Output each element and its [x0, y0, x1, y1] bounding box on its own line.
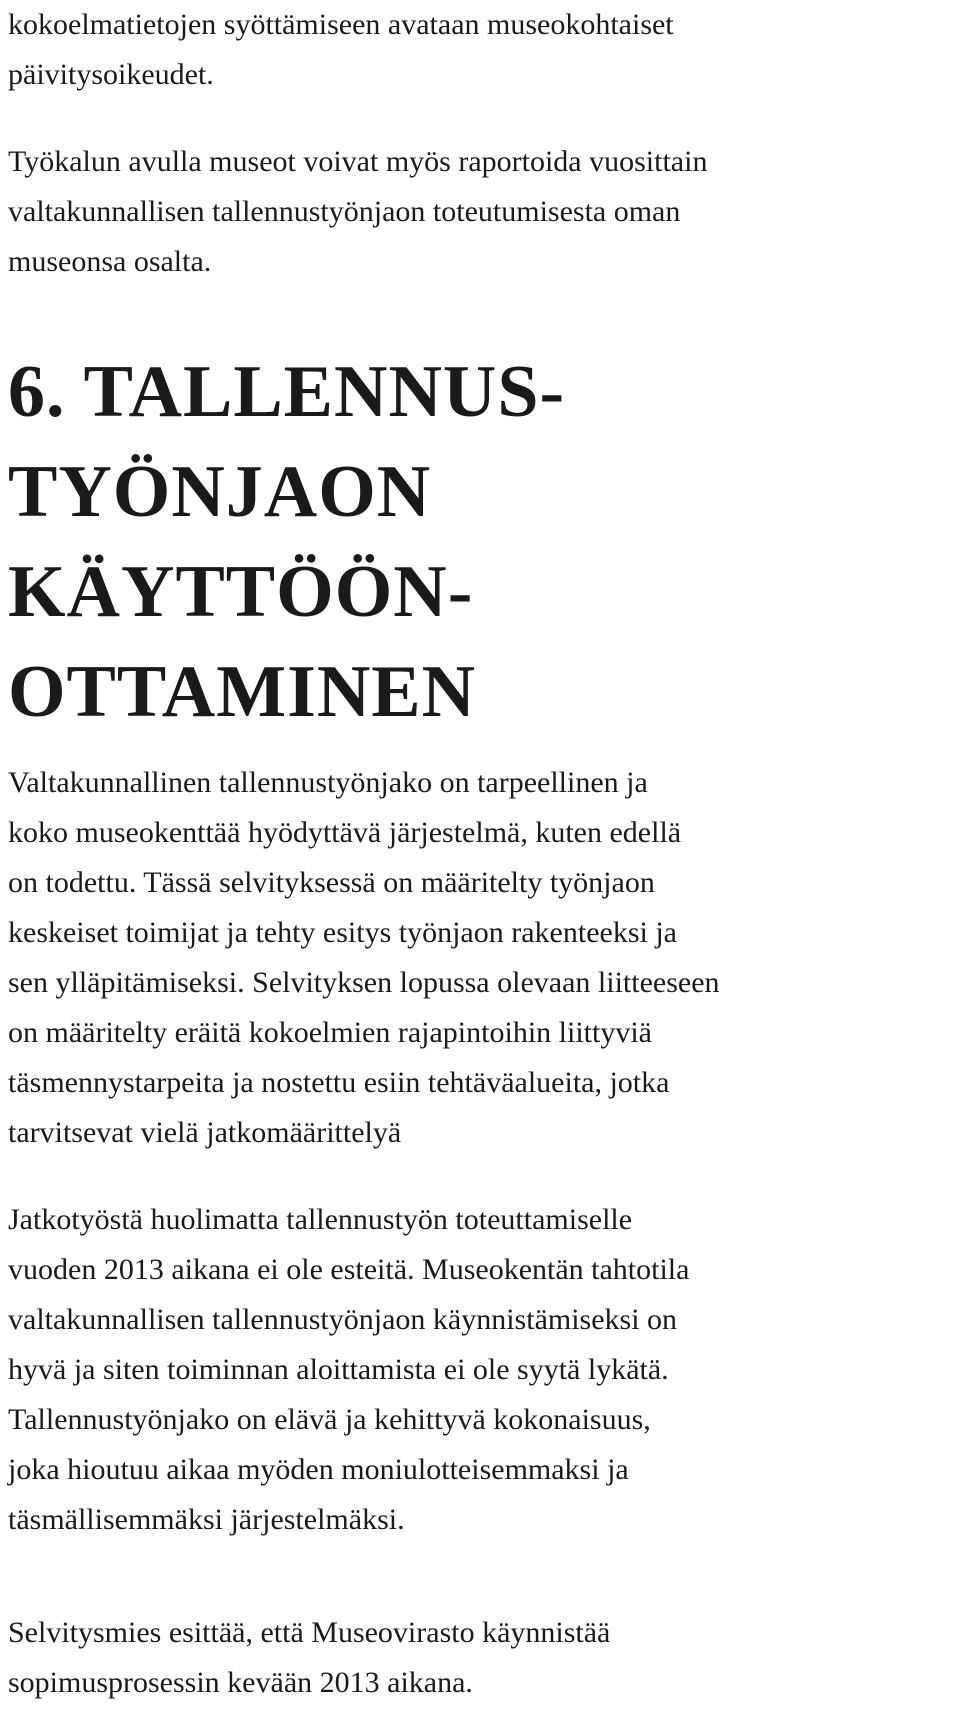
text-line: joka hioutuu aikaa myöden moniulotteisemmaksi ja [8, 1453, 629, 1486]
heading-line: KÄYTTÖÖN- [8, 551, 474, 633]
paragraph-definition [8, 758, 720, 1158]
text-line: täsmällisemmäksi järjestelmäksi. [8, 1503, 405, 1536]
text-line: hyvä ja siten toiminnan aloittamista ei ole syytä lykätä. [8, 1353, 669, 1386]
text-line: sopimusprosessin kevään 2013 aikana. [8, 1666, 473, 1699]
paragraph-proposal [8, 1608, 610, 1708]
text-line: tarvitsevat vielä jatkomäärittelyä [8, 1116, 402, 1149]
text-line: Jatkotyöstä huolimatta tallennustyön toteuttamiselle [8, 1203, 633, 1236]
text-line: valtakunnallisen tallennustyönjaon käynnistämiseksi on [8, 1303, 678, 1336]
text-line: päivitysoikeudet. [8, 58, 214, 91]
text-line: vuoden 2013 aikana ei ole esteitä. Museokentän tahtotila [8, 1253, 690, 1286]
text-line: valtakunnallisen tallennustyönjaon toteutumisesta oman [8, 195, 681, 228]
text-line: on todettu. Tässä selvityksessä on määritelty työnjaon [8, 866, 655, 899]
text-line: täsmennystarpeita ja nostettu esiin tehtäväalueita, jotka [8, 1066, 670, 1099]
text-line: museonsa osalta. [8, 245, 212, 278]
text-line: koko museokenttää hyödyttävä järjestelmä, kuten edellä [8, 816, 682, 849]
text-line: Selvitysmies esittää, että Museovirasto käynnistää [8, 1616, 611, 1649]
heading-line: TYÖNJAON [8, 451, 432, 533]
text-line: Tallennustyönjako on elävä ja kehittyvä kokonaisuus, [8, 1403, 651, 1436]
heading-line: OTTAMINEN [8, 651, 477, 733]
paragraph-followup [8, 1195, 689, 1545]
text-line: Työkalun avulla museot voivat myös raportoida vuosittain [8, 145, 708, 178]
text-line: keskeiset toimijat ja tehty esitys työnjaon rakenteeksi ja [8, 916, 677, 949]
text-line: kokoelmatietojen syöttämiseen avataan museokohtaiset [8, 8, 674, 41]
paragraph-reporting [8, 137, 707, 287]
text-line: on määritelty eräitä kokoelmien rajapintoihin liittyviä [8, 1016, 652, 1049]
paragraph-intro [8, 0, 674, 100]
section-heading [8, 342, 565, 742]
text-line: sen ylläpitämiseksi. Selvityksen lopussa olevaan liitteeseen [8, 966, 720, 999]
heading-line: 6. TALLENNUS- [8, 351, 566, 433]
text-line: Valtakunnallinen tallennustyönjako on tarpeellinen ja [8, 766, 648, 799]
